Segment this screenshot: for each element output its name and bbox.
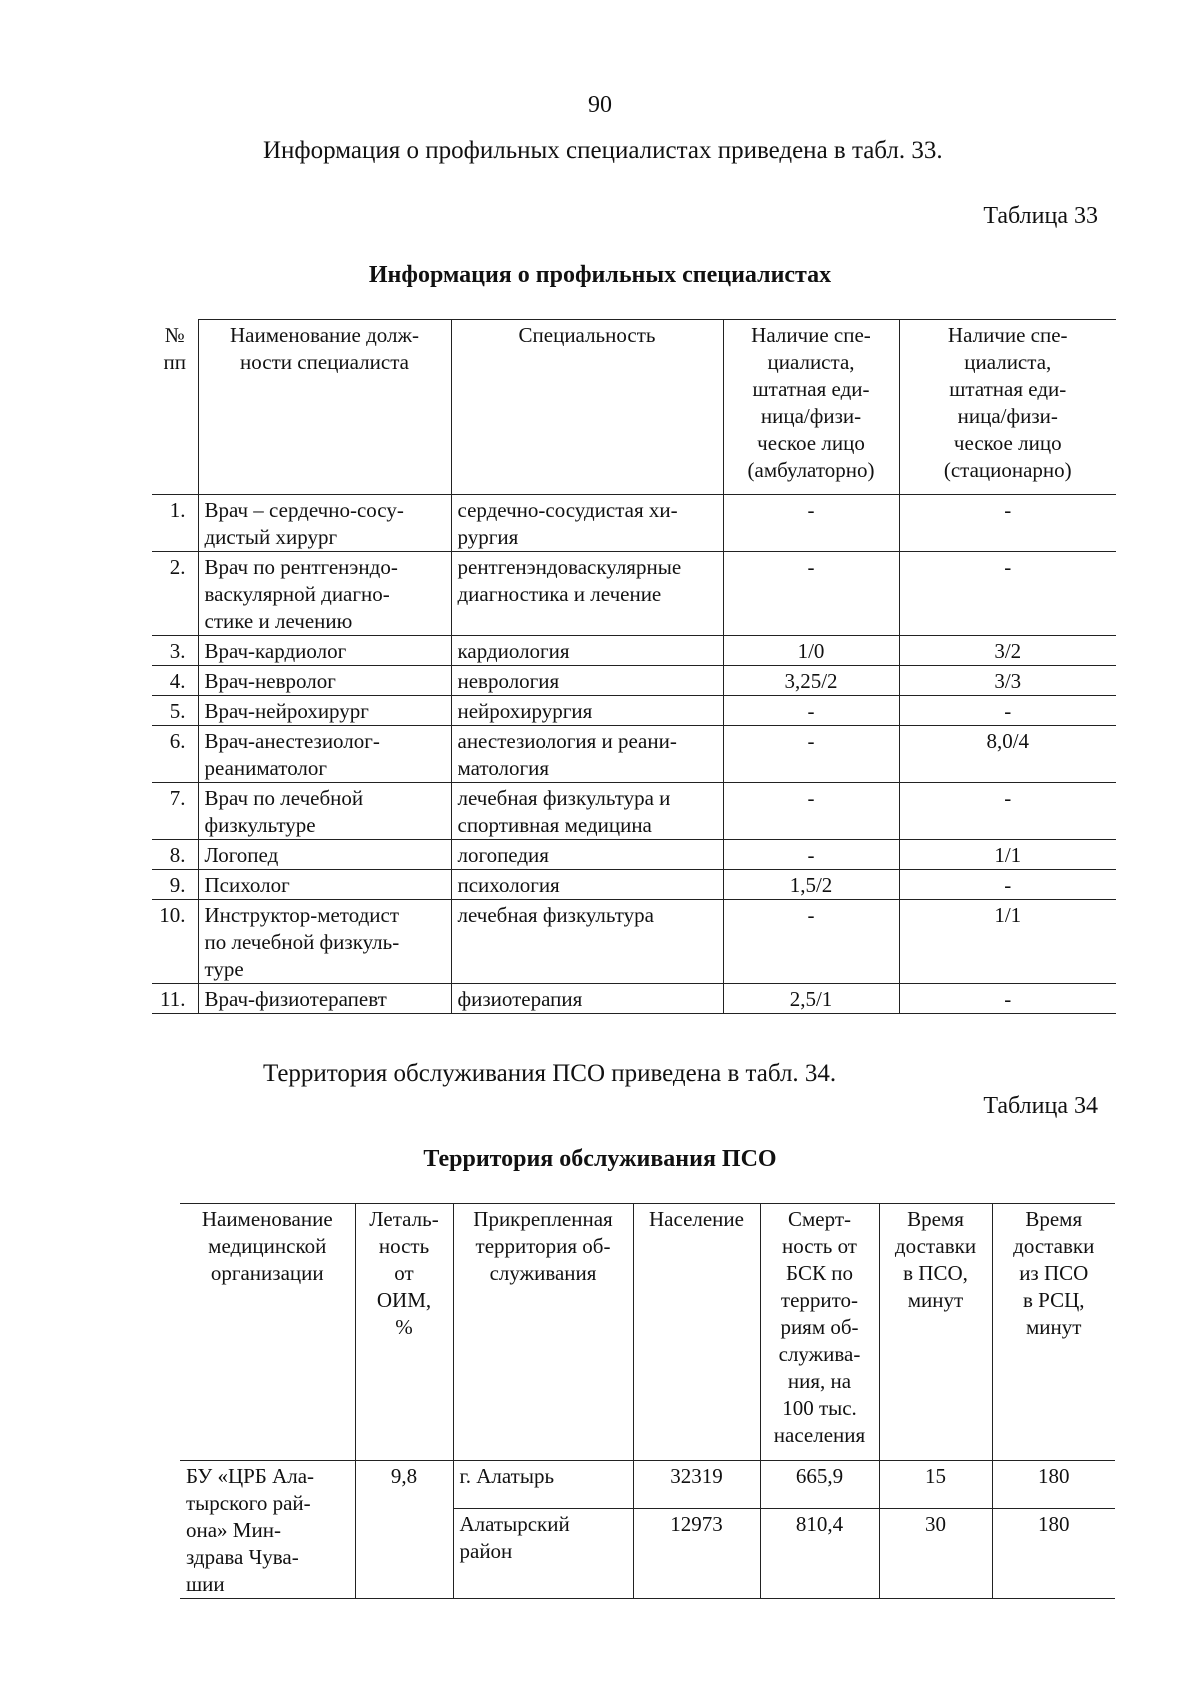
inpatient-cell: - [899,783,1116,840]
row-number-cell: 8. [152,840,198,870]
mortality-cell: 810,4 [760,1508,879,1598]
inpatient-cell: 1/1 [899,900,1116,984]
table-row [152,840,1116,870]
table-header-row [180,1204,1115,1461]
position-cell: Инструктор-методист по лечебной физкуль- туре [198,900,451,984]
inpatient-cell: 3/3 [899,666,1116,696]
header-organization: Наименование медицинской организации [180,1204,355,1461]
inpatient-cell: - [899,696,1116,726]
specialty-cell: нейрохирургия [451,696,723,726]
specialty-cell: сердечно-сосудистая хи- рургия [451,495,723,552]
position-cell: Врач-кардиолог [198,636,451,666]
row-number-cell: 7. [152,783,198,840]
specialists-table [152,319,1116,1014]
table-row [152,726,1116,783]
intro-table-34: Территория обслуживания ПСО приведена в табл. 34. [263,1060,837,1087]
delivery-to-rsc-cell: 180 [992,1461,1115,1509]
row-number-cell: 4. [152,666,198,696]
header-specialty: Специальность [451,320,723,495]
header-position: Наименование долж- ности специалиста [198,320,451,495]
row-number-cell: 9. [152,870,198,900]
table-row [152,870,1116,900]
header-territory: Прикрепленная территория об- служивания [453,1204,633,1461]
header-delivery-to-rsc: Время доставки из ПСО в РСЦ, минут [992,1204,1115,1461]
row-number-cell: 10. [152,900,198,984]
position-cell: Врач-физиотерапевт [198,984,451,1014]
specialty-cell: анестезиология и реани- матология [451,726,723,783]
inpatient-cell: - [899,552,1116,636]
delivery-to-pso-cell: 15 [879,1461,992,1509]
header-mortality: Смерт- ность от БСК по террито- риям об- служива- ния, на 100 тыс. населения [760,1204,879,1461]
page-number: 90 [588,92,612,118]
lethality-cell: 9,8 [355,1461,453,1599]
position-cell: Врач по лечебной физкультуре [198,783,451,840]
position-cell: Психолог [198,870,451,900]
inpatient-cell: 1/1 [899,840,1116,870]
specialty-cell: рентгенэндоваскулярные диагностика и лечение [451,552,723,636]
inpatient-cell: - [899,495,1116,552]
specialty-cell: психология [451,870,723,900]
specialty-cell: логопедия [451,840,723,870]
territory-cell: Алатырский район [453,1508,633,1598]
specialty-cell: лечебная физкультура [451,900,723,984]
inpatient-cell: - [899,870,1116,900]
position-cell: Логопед [198,840,451,870]
header-lethality: Леталь- ность от ОИМ, % [355,1204,453,1461]
table-row [152,552,1116,636]
position-cell: Врач-невролог [198,666,451,696]
table-33-title: Информация о профильных специалистах [368,262,832,288]
specialty-cell: лечебная физкультура и спортивная медицина [451,783,723,840]
table-row [152,636,1116,666]
territory-cell: г. Алатырь [453,1461,633,1509]
outpatient-cell: 1/0 [723,636,899,666]
intro-table-33: Информация о профильных специалистах приведена в табл. 33. [263,137,943,164]
header-delivery-to-pso: Время доставки в ПСО, минут [879,1204,992,1461]
row-number-cell: 11. [152,984,198,1014]
table-row [152,666,1116,696]
table-row [152,495,1116,552]
table-row [152,696,1116,726]
outpatient-cell: - [723,495,899,552]
inpatient-cell: 8,0/4 [899,726,1116,783]
outpatient-cell: - [723,726,899,783]
row-number-cell: 3. [152,636,198,666]
position-cell: Врач-анестезиолог- реаниматолог [198,726,451,783]
outpatient-cell: - [723,840,899,870]
specialty-cell: кардиология [451,636,723,666]
table-header-row [152,320,1116,495]
specialty-cell: физиотерапия [451,984,723,1014]
outpatient-cell: - [723,900,899,984]
outpatient-cell: 1,5/2 [723,870,899,900]
row-number-cell: 6. [152,726,198,783]
organization-cell: БУ «ЦРБ Ала- тырского рай- она» Мин- здрава Чува- шии [180,1461,355,1599]
inpatient-cell: 3/2 [899,636,1116,666]
header-inpatient: Наличие спе- циалиста, штатная еди- ница/физи- ческое лицо (стационарно) [899,320,1116,495]
table-33-label: Таблица 33 [983,203,1098,229]
header-outpatient: Наличие спе- циалиста, штатная еди- ница/физи- ческое лицо (амбулаторно) [723,320,899,495]
position-cell: Врач-нейрохирург [198,696,451,726]
specialty-cell: неврология [451,666,723,696]
table-row [152,984,1116,1014]
row-number-cell: 5. [152,696,198,726]
mortality-cell: 665,9 [760,1461,879,1509]
delivery-to-rsc-cell: 180 [992,1508,1115,1598]
outpatient-cell: - [723,783,899,840]
header-population: Население [633,1204,760,1461]
header-number: № пп [152,320,198,495]
row-number-cell: 2. [152,552,198,636]
table-34-label: Таблица 34 [983,1093,1098,1119]
outpatient-cell: 2,5/1 [723,984,899,1014]
position-cell: Врач – сердечно-сосу- дистый хирург [198,495,451,552]
service-territory-table [180,1203,1115,1599]
outpatient-cell: - [723,552,899,636]
table-row [180,1461,1115,1509]
outpatient-cell: - [723,696,899,726]
table-row [152,900,1116,984]
delivery-to-pso-cell: 30 [879,1508,992,1598]
row-number-cell: 1. [152,495,198,552]
table-row [152,783,1116,840]
position-cell: Врач по рентгенэндо- васкулярной диагно- стике и лечению [198,552,451,636]
table-34-title: Территория обслуживания ПСО [423,1146,777,1172]
outpatient-cell: 3,25/2 [723,666,899,696]
population-cell: 32319 [633,1461,760,1509]
population-cell: 12973 [633,1508,760,1598]
inpatient-cell: - [899,984,1116,1014]
